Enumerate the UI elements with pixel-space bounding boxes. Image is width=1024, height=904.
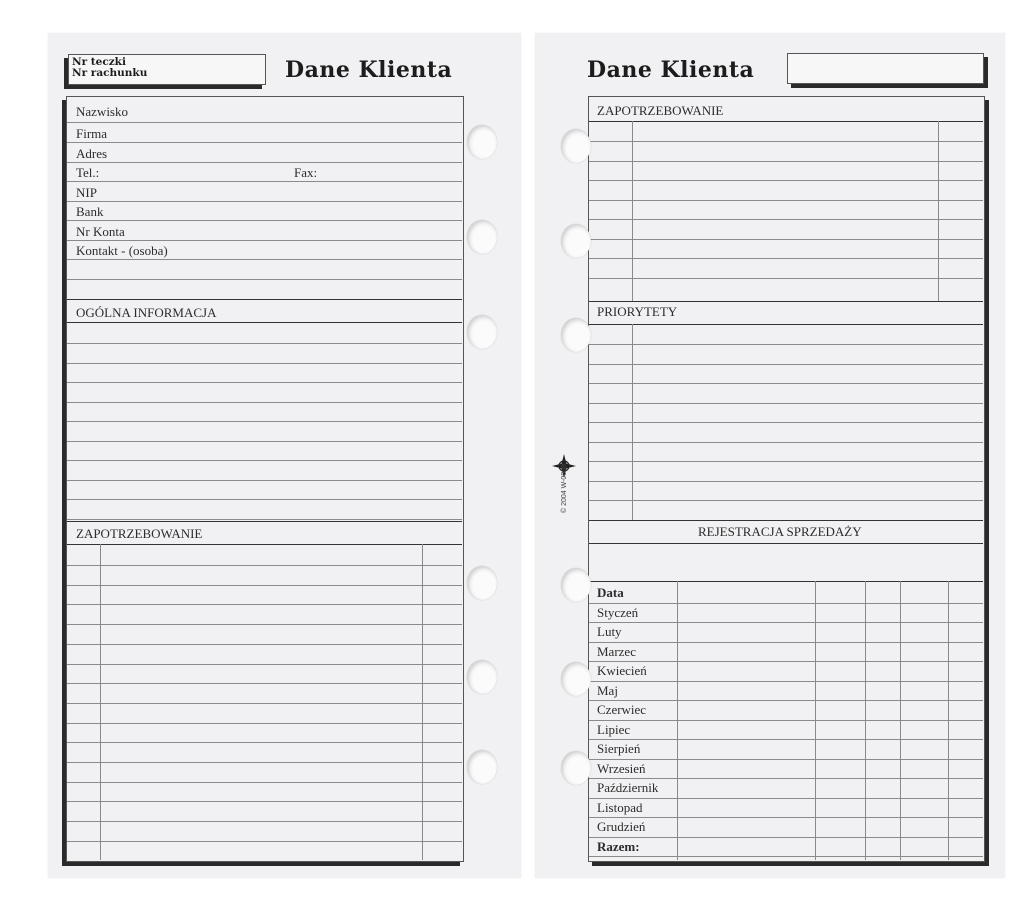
left-form-frame — [66, 96, 464, 862]
field-label-fax: Fax: — [294, 165, 318, 180]
right-form-frame — [588, 96, 985, 862]
rule-line — [589, 239, 983, 240]
sales-month-label: Wrzesień — [597, 761, 646, 776]
rule-line — [67, 142, 462, 143]
rule-line — [589, 759, 983, 760]
rule-line — [589, 642, 983, 643]
rule-line — [67, 742, 462, 743]
page-title: Dane Klienta — [285, 57, 453, 83]
rule-line — [67, 363, 462, 364]
sales-register-heading: REJESTRACJA SPRZEDAŻY — [698, 524, 862, 539]
folder-number-label: Nr teczki — [72, 56, 126, 68]
sales-total-label: Razem: — [597, 839, 640, 854]
rule-line — [67, 279, 462, 280]
column-line — [900, 581, 901, 860]
rule-line — [589, 700, 983, 701]
rule-line — [67, 624, 462, 625]
rule-line — [589, 778, 983, 779]
account-number-label: Nr rachunku — [72, 67, 148, 79]
rule-line — [67, 841, 462, 842]
rule-line — [589, 543, 983, 544]
sales-month-label: Październik — [597, 780, 659, 795]
binder-hole — [561, 568, 591, 602]
field-label-phone: Tel.: — [76, 165, 100, 180]
priorities-heading: PRIORYTETY — [597, 304, 678, 319]
sales-month-label: Marzec — [597, 644, 636, 659]
column-line — [948, 581, 949, 860]
rule-line — [589, 422, 983, 423]
rule-line — [589, 581, 983, 582]
field-label-address: Adres — [76, 146, 108, 161]
rule-line — [589, 798, 983, 799]
sales-month-label: Czerwiec — [597, 702, 647, 717]
rule-line — [67, 322, 462, 323]
rule-line — [67, 644, 462, 645]
rule-line — [67, 544, 462, 545]
rule-line — [589, 500, 983, 501]
column-line — [677, 581, 678, 860]
column-line — [422, 544, 423, 860]
rule-line — [67, 782, 462, 783]
rule-line — [67, 220, 462, 221]
sales-month-label: Luty — [597, 624, 622, 639]
rule-line — [67, 521, 462, 522]
rule-line — [67, 821, 462, 822]
rule-line — [589, 200, 983, 201]
rule-line — [67, 664, 462, 665]
column-line — [865, 581, 866, 860]
rule-line — [67, 259, 462, 260]
rule-line — [589, 856, 983, 857]
binder-hole — [561, 662, 591, 696]
general-info-heading: OGÓLNA INFORMACJA — [76, 305, 217, 320]
right-planner-page — [535, 33, 1005, 878]
binder-hole — [561, 751, 591, 785]
rule-line — [589, 739, 983, 740]
rule-line — [67, 480, 462, 481]
rule-line — [67, 604, 462, 605]
binder-hole — [467, 566, 497, 600]
sales-month-label: Maj — [597, 683, 618, 698]
rule-line — [589, 258, 983, 259]
field-label-account-no: Nr Konta — [76, 224, 125, 239]
rule-line — [589, 141, 983, 142]
header-blank-box — [787, 53, 984, 84]
rule-line — [589, 520, 983, 521]
rule-line — [67, 683, 462, 684]
rule-line — [589, 383, 983, 384]
rule-line — [589, 219, 983, 220]
rule-line — [589, 180, 983, 181]
column-line — [100, 544, 101, 860]
rule-line — [67, 240, 462, 241]
needs-heading: ZAPOTRZEBOWANIE — [76, 526, 203, 541]
binder-hole — [467, 220, 497, 254]
field-label-bank: Bank — [76, 204, 104, 219]
rule-line — [589, 603, 983, 604]
field-label-nip: NIP — [76, 185, 97, 200]
rule-line — [67, 801, 462, 802]
sales-month-label: Kwiecień — [597, 663, 647, 678]
rule-line — [589, 121, 983, 122]
rule-line — [67, 565, 462, 566]
rule-line — [589, 161, 983, 162]
rule-line — [67, 402, 462, 403]
rule-line — [67, 382, 462, 383]
rule-line — [589, 278, 983, 279]
rule-line — [589, 403, 983, 404]
sales-table-header: Data — [597, 585, 624, 600]
binder-hole — [467, 315, 497, 349]
page-title: Dane Klienta — [587, 57, 755, 83]
rule-line — [67, 703, 462, 704]
field-label-contact-person: Kontakt - (osoba) — [76, 243, 168, 258]
rule-line — [67, 441, 462, 442]
rule-line — [67, 499, 462, 500]
field-label-company: Firma — [76, 126, 108, 141]
rule-line — [589, 481, 983, 482]
sales-month-label: Grudzień — [597, 819, 646, 834]
rule-line — [67, 162, 462, 163]
rule-line — [67, 122, 462, 123]
rule-line — [67, 181, 462, 182]
rule-line — [589, 442, 983, 443]
rule-line — [589, 301, 983, 302]
rule-line — [589, 661, 983, 662]
column-line — [632, 324, 633, 520]
rule-line — [589, 364, 983, 365]
binder-hole — [561, 129, 591, 163]
needs-heading: ZAPOTRZEBOWANIE — [597, 103, 724, 118]
rule-line — [67, 299, 462, 300]
sales-month-label: Lipiec — [597, 722, 631, 737]
form-code-text: © 2004 W-0008 — [561, 463, 568, 513]
rule-line — [67, 723, 462, 724]
binder-hole — [561, 318, 591, 352]
binder-hole — [467, 125, 497, 159]
binder-hole — [561, 224, 591, 258]
sales-month-label: Sierpień — [597, 741, 641, 756]
sales-month-label: Listopad — [597, 800, 643, 815]
rule-line — [589, 681, 983, 682]
rule-line — [67, 585, 462, 586]
sales-month-label: Styczeń — [597, 605, 639, 620]
binder-hole — [467, 660, 497, 694]
rule-line — [589, 837, 983, 838]
rule-line — [589, 344, 983, 345]
rule-line — [589, 461, 983, 462]
binder-hole — [467, 750, 497, 784]
rule-line — [67, 519, 462, 520]
rule-line — [589, 720, 983, 721]
field-label-surname: Nazwisko — [76, 104, 128, 119]
rule-line — [589, 622, 983, 623]
rule-line — [589, 324, 983, 325]
column-line — [815, 581, 816, 860]
rule-line — [67, 762, 462, 763]
rule-line — [67, 201, 462, 202]
rule-line — [67, 343, 462, 344]
rule-line — [589, 817, 983, 818]
column-line — [938, 121, 939, 301]
column-line — [632, 121, 633, 301]
left-planner-page — [48, 33, 521, 878]
rule-line — [67, 460, 462, 461]
rule-line — [67, 421, 462, 422]
